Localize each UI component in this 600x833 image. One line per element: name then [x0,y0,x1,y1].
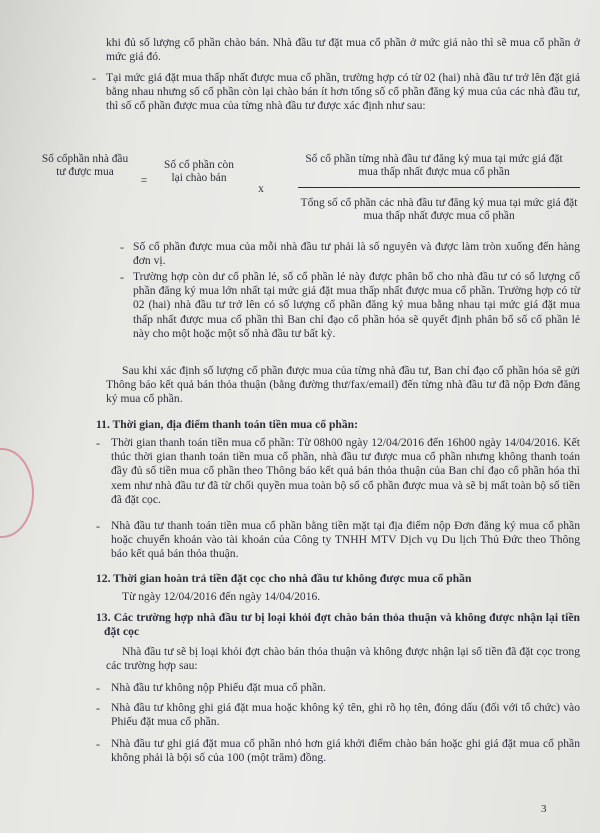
bullet-mark: - [96,519,100,533]
bullet-mark: - [92,71,96,85]
bullet-mark: - [96,737,100,751]
paragraph-payment-method: Nhà đầu tư thanh toán tiền mua cổ phần bằng tiền mặt tại địa điểm nộp Đơn đăng ký mua cổ phần hoặc chuyển khoản vào tài khoản của Công ty TNHH MTV Dịch vụ Du lịch Thủ Đức theo Thông báo kết quả bán thỏa thuận. [111,519,580,561]
fraction-bar [298,187,580,188]
paragraph-rounding: Số cổ phần được mua của mỗi nhà đầu tư phải là số nguyên và được làm tròn xuống đến hàng đơn vị. [133,240,580,268]
paragraph-refund-dates: Từ ngày 12/04/2016 đến ngày 14/04/2016. [122,590,321,603]
formula-left-term: Số cổphần nhà đầu tư được mua [41,153,129,179]
page-number: 3 [541,803,547,815]
paragraph-case-no-price: Nhà đầu tư không ghi giá đặt mua hoặc không ký tên, ghi rõ họ tên, đóng dấu (đối với tổ chức) vào Phiếu đặt mua cổ phần. [111,701,580,729]
red-stamp-seal [0,448,34,538]
paragraph-offer-end: khi đủ số lượng cổ phần chào bán. Nhà đầu tư đặt mua cổ phần ở mức giá nào thì sẽ mua cổ phần ở mức giá đó. [106,36,580,64]
formula-numerator: Số cổ phần từng nhà đầu tư đăng ký mua tại mức giá đặt mua thấp nhất được mua cổ phần [305,153,563,179]
bullet-mark: - [96,701,100,715]
paragraph-lowest-price-rule: Tại mức giá đặt mua thấp nhất được mua cổ phần, trường hợp có từ 02 (hai) nhà đầu tư trở lên đặt giá bằng nhau nhưng số cổ phần còn lại chào bán ít hơn tổng số cổ phần đăng ký mua của các nhà đầu tư, thì số cổ phần được mua của từng nhà đầu tư được xác định như sau: [106,71,580,113]
bullet-mark: - [120,240,124,254]
paragraph-case-low-price: Nhà đầu tư ghi giá đặt mua cổ phần nhỏ hơn giá khởi điểm chào bán hoặc ghi giá đặt mua cổ phần không phải là bội số của 100 (một trăm) đồng. [111,737,580,765]
formula-equals-sign: = [140,175,148,187]
allocation-formula [40,145,580,237]
section-13-title: 13. Các trường hợp nhà đầu tư bị loại khỏi đợt chào bán thỏa thuận và không được nhận lại tiền đặt cọc [96,611,580,639]
paragraph-payment-period: Thời gian thanh toán tiền mua cổ phần: Từ 08h00 ngày 12/04/2016 đến 16h00 ngày 14/04/2016. Kết thúc thời gian thanh toán tiền mua cổ phần, nhà đầu tư được mua cổ phần nhưng không thanh toán đầy đủ số tiền mua cổ phần theo Thông báo kết quả bán thỏa thuận của Ban chỉ đạo cổ phần hóa thì xem như nhà đầu tư đã từ chối quyền mua toàn bộ số cổ phần được mua và sẽ bị mất toàn bộ số tiền đã đặt cọc. [111,436,580,506]
paragraph-case-no-form: Nhà đầu tư không nộp Phiếu đặt mua cổ phần. [111,681,326,694]
formula-times-sign: x [258,183,264,195]
paragraph-odd-shares: Trường hợp còn dư cổ phần lẻ, số cổ phần lẻ này được phân bổ cho nhà đầu tư có số lượng cổ phần đăng ký mua lớn nhất tại mức giá đặt mua thấp nhất được mua cổ phần. Trường hợp có từ 02 (hai) nhà đầu tư trở lên có số lượng cổ phần đăng ký mua bằng nhau tại mức giá đặt mua thấp nhất được mua cổ phần thì Ban chỉ đạo cổ phần hóa sẽ quyết định phân bổ số cổ phần lẻ này cho một hoặc một số nhà đầu tư bất kỳ. [133,270,580,340]
formula-middle-term: Số cổ phần còn lại chào bán [164,159,234,185]
paragraph-disqualification: Nhà đầu tư sẽ bị loại khỏi đợt chào bán thỏa thuận và không được nhận lại số tiền đã đặt cọc trong các trường hợp sau: [106,645,580,673]
bullet-mark: - [120,270,124,284]
bullet-mark: - [96,681,100,695]
formula-denominator: Tổng số cổ phần các nhà đầu tư đăng ký mua tại mức giá đặt mua thấp nhất được mua cổ phần [300,197,578,223]
paragraph-notification: Sau khi xác định số lượng cổ phần được mua của từng nhà đầu tư, Ban chỉ đạo cổ phần hóa sẽ gửi Thông báo kết quả bán thỏa thuận (bằng đường thư/fax/email) đến từng nhà đầu tư đã nộp Đơn đăng ký mua cổ phần. [106,364,580,406]
section-12-title: 12. Thời gian hoàn trả tiền đặt cọc cho nhà đầu tư không được mua cổ phần [96,572,472,585]
section-11-title: 11. Thời gian, địa điểm thanh toán tiền mua cổ phần: [96,418,358,431]
bullet-mark: - [96,436,100,450]
